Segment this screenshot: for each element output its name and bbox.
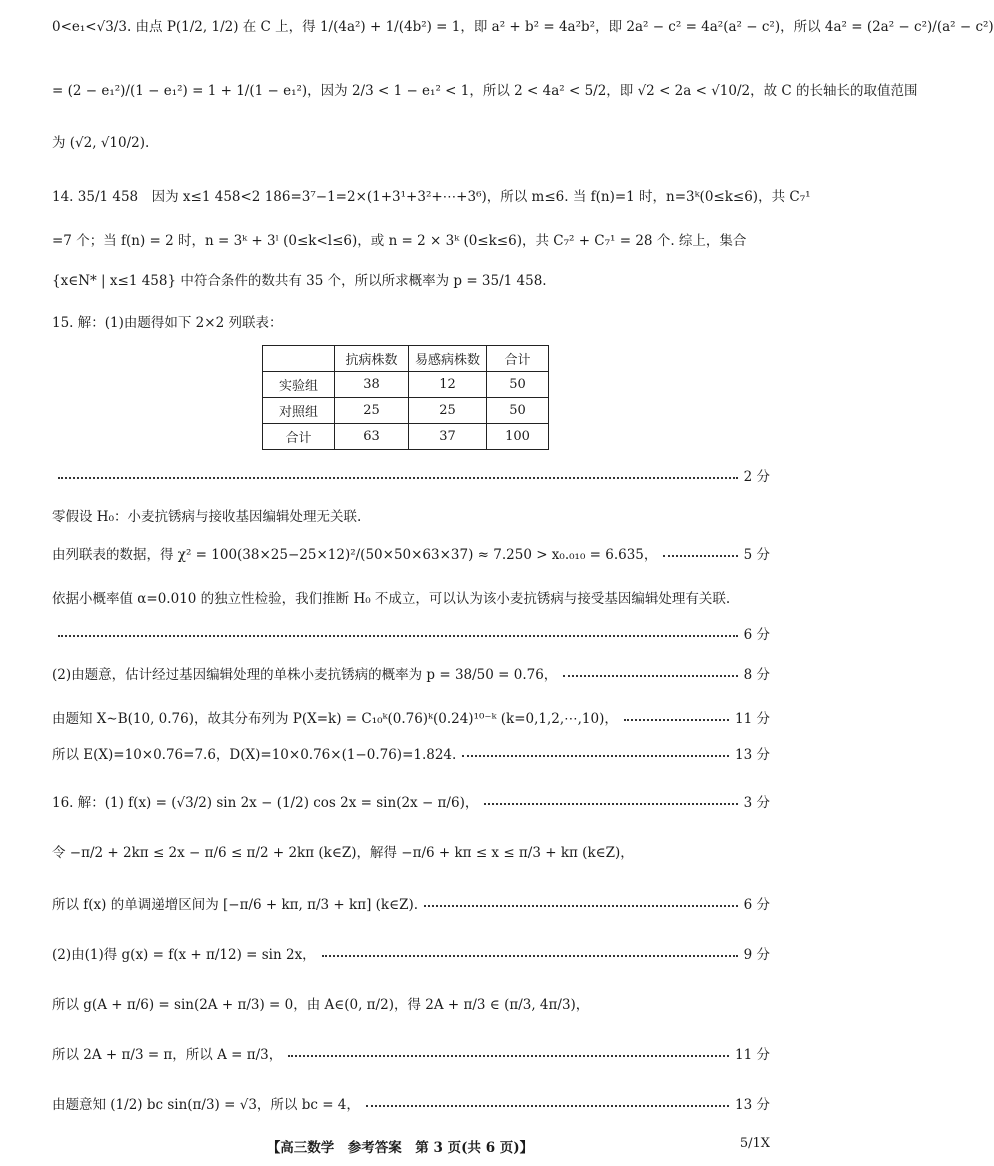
table-row [263,372,549,398]
table-cell: 50 [487,398,549,424]
table-row [263,398,549,424]
dot-leader [624,718,729,721]
score-label: 6 分 [743,627,770,643]
score-label: 11 分 [735,711,770,727]
score-line-text: 由列联表的数据，得 χ² = 100(38×25−25×12)²/(50×50×63×37) ≈ 7.250 > x₀.₀₁₀ = 6.635， [52,547,658,563]
text-line-2: = (2 − e₁²)/(1 − e₁²) = 1 + 1/(1 − e₁²)，因为 2/3 < 1 − e₁² < 1，所以 2 < 4a² < 5/2，即 √2 < 2a < √10/2，故 C 的长轴长的取值范围 [52,83,918,99]
dot-leader [424,904,738,907]
dot-leader [288,1054,729,1057]
score-label: 6 分 [743,897,770,913]
text-line-3: 为 (√2, √10/2). [52,135,150,151]
score-line [52,624,770,646]
problem-15-heading: 15. 解：(1)由题得如下 2×2 列联表： [52,315,283,331]
problem-14-line-3: {x∈N* | x≤1 458} 中符合条件的数共有 35 个，所以所求概率为 p = 35/1 458. [52,273,547,289]
score-line-text: 所以 2A + π/3 = π，所以 A = π/3， [52,1047,283,1063]
score-line [52,944,770,966]
score-line [52,544,770,566]
table-cell: 25 [409,398,487,424]
dot-leader [58,634,738,637]
table-header-cell: 易感病株数 [409,346,487,372]
score-line-text: 所以 f(x) 的单调递增区间为 [−π/6 + kπ, π/3 + kπ] (k∈Z). [52,897,419,913]
score-label: 5 分 [743,547,770,563]
score-line-text: 由题意知 (1/2) bc sin(π/3) = √3，所以 bc = 4， [52,1097,360,1113]
score-label: 8 分 [743,667,770,683]
table-cell: 12 [409,372,487,398]
table-cell: 63 [335,424,409,450]
page-footer: 【高三数学 参考答案 第 3 页(共 6 页)】 [266,1140,534,1156]
score-label: 2 分 [743,469,770,485]
table-header-cell: 合计 [487,346,549,372]
dot-leader [663,554,737,557]
contingency-table [262,345,549,450]
table-row [263,424,549,450]
page-code: 5/1X [739,1136,770,1151]
table-cell: 100 [487,424,549,450]
interval-line: 所以 g(A + π/6) = sin(2A + π/3) = 0，由 A∈(0, π/2)，得 2A + π/3 ∈ (π/3, 4π/3)， [52,997,590,1013]
score-label: 9 分 [743,947,770,963]
score-label: 13 分 [735,747,770,763]
table-header-row [263,346,549,372]
table-header-cell [263,346,335,372]
table-header-cell: 抗病株数 [335,346,409,372]
score-line-text: 所以 E(X)=10×0.76=7.6，D(X)=10×0.76×(1−0.76)=1.824. [52,747,457,763]
score-line [52,664,770,686]
score-label: 11 分 [735,1047,770,1063]
score-label: 13 分 [735,1097,770,1113]
null-hypothesis-line: 零假设 H₀：小麦抗锈病与接收基因编辑处理无关联. [52,509,362,525]
score-line [52,466,770,488]
problem-14-line-2: =7 个；当 f(n) = 2 时，n = 3ᵏ + 3ˡ (0≤k<l≤6)，或 n = 2 × 3ᵏ (0≤k≤6)，共 C₇² + C₇¹ = 28 个. 综上，集合 [52,233,747,249]
table-cell: 实验组 [263,372,335,398]
conclusion-line: 依据小概率值 α=0.010 的独立性检验，我们推断 H₀ 不成立，可以认为该小麦抗锈病与接受基因编辑处理有关联. [52,591,731,607]
table-cell: 合计 [263,424,335,450]
score-label: 3 分 [743,795,770,811]
score-line [52,744,770,766]
dot-leader [366,1104,729,1107]
score-line [52,708,770,730]
dot-leader [484,802,737,805]
table-cell: 对照组 [263,398,335,424]
dot-leader [563,674,737,677]
score-line-text: (2)由题意，估计经过基因编辑处理的单株小麦抗锈病的概率为 p = 38/50 = 0.76， [52,667,558,683]
score-line [52,792,770,814]
dot-leader [322,954,738,957]
table-cell: 25 [335,398,409,424]
score-line [52,1094,770,1116]
inequality-line: 令 −π/2 + 2kπ ≤ 2x − π/6 ≤ π/2 + 2kπ (k∈Z)，解得 −π/6 + kπ ≤ x ≤ π/3 + kπ (k∈Z)， [52,845,634,861]
table-cell: 50 [487,372,549,398]
problem-14-line-1: 14. 35/1 458 因为 x≤1 458<2 186=3⁷−1=2×(1+3¹+3²+⋯+3⁶)，所以 m≤6. 当 f(n)=1 时，n=3ᵏ(0≤k≤6)，共 C₇¹ [52,189,811,205]
text-line-1: 0<e₁<√3/3. 由点 P(1/2, 1/2) 在 C 上，得 1/(4a²) + 1/(4b²) = 1，即 a² + b² = 4a²b²，即 2a² − c² = 4a²(a² − c²)，所以 4a² = (2a² − c²)/(a² − c²) [52,19,994,35]
score-line-text: (2)由(1)得 g(x) = f(x + π/12) = sin 2x， [52,947,316,963]
table-cell: 38 [335,372,409,398]
score-line [52,1044,770,1066]
dot-leader [58,476,738,479]
score-line-text: 由题知 X∼B(10, 0.76)，故其分布列为 P(X=k) = C₁₀ᵏ(0.76)ᵏ(0.24)¹⁰⁻ᵏ (k=0,1,2,⋯,10)， [52,711,618,727]
table-cell: 37 [409,424,487,450]
dot-leader [462,754,729,757]
score-line-text: 16. 解：(1) f(x) = (√3/2) sin 2x − (1/2) cos 2x = sin(2x − π/6)， [52,795,479,811]
score-line [52,894,770,916]
